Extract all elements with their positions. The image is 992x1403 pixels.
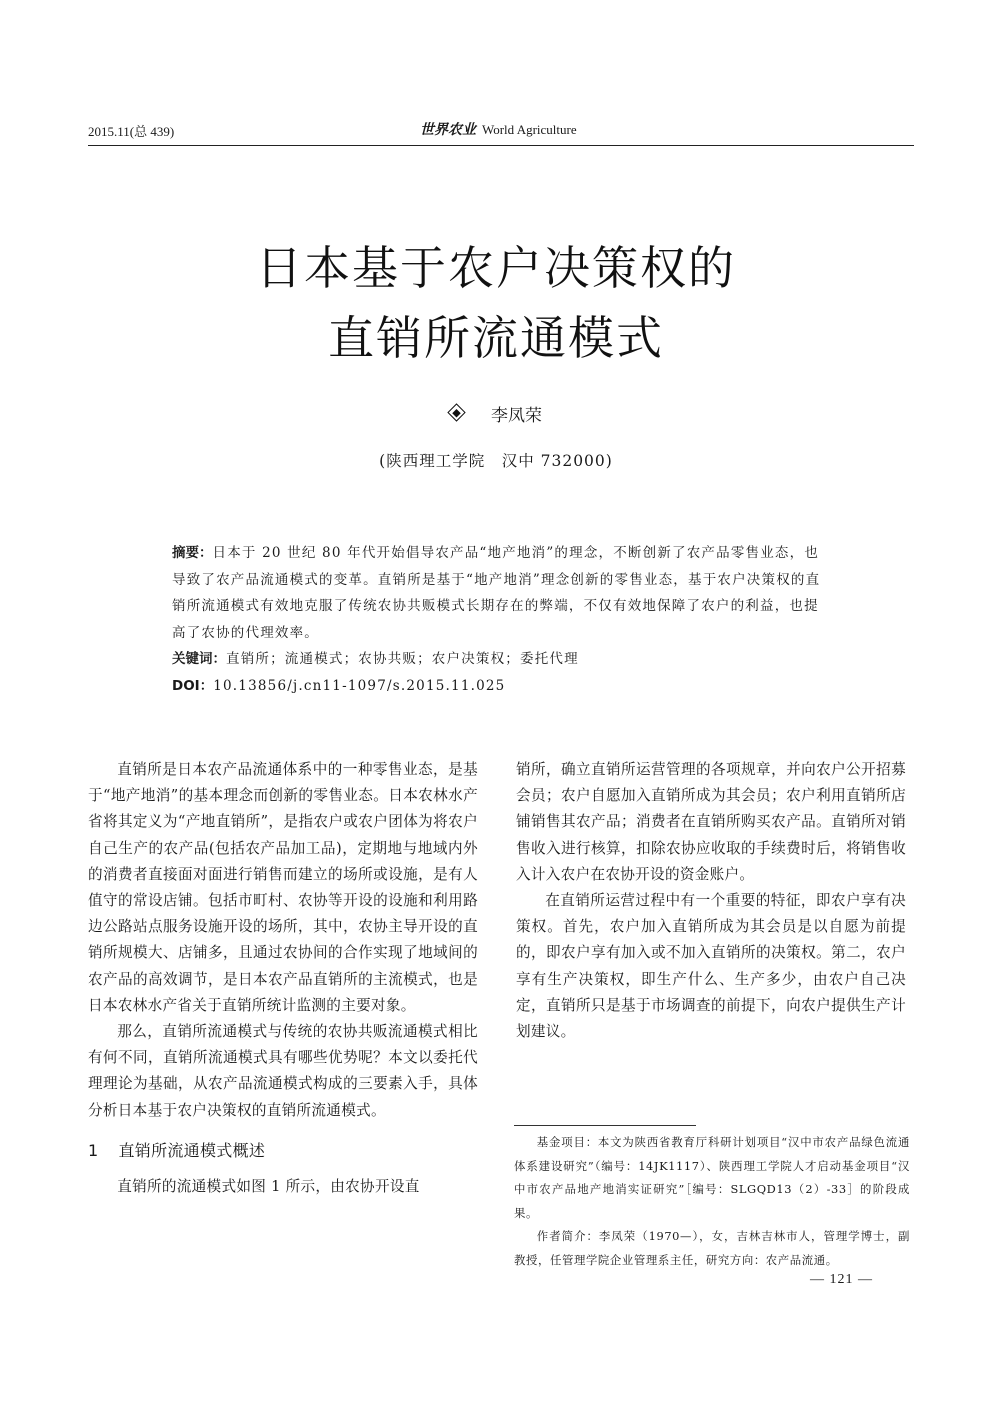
doi-text: 10.13856/j.cn11-1097/s.2015.11.025 [213,677,506,694]
body-paragraph: 直销所的流通模式如图 1 所示，由农协开设直 [117,1177,420,1195]
abstract-block [172,540,830,699]
keywords-text: 直销所；流通模式；农协共贩；农户决策权；委托代理 [226,651,579,667]
doi [172,673,830,700]
body-paragraph: 销所，确立直销所运营管理的各项规章，并向农户公开招募会员；农户自愿加入直销所成为其会员；农户利用直销所店铺销售其农产品；消费者在直销所购买农产品。直销所对销售收入进行核算，扣除农协应收取的手续费时后，将销售收入计入农户在农协开设的资金账户。 [516,761,906,883]
body-paragraph: 直销所是日本农产品流通体系中的一种零售业态，是基于“地产地消”的基本理念而创新的零售业态。日本农林水产省将其定义为“产地直销所”，是指农户或农户团体为将农户自己生产的农产品(包括农产品加工品)，定期地与地域内外的消费者直接面对面进行销售而建立的场所或设施，是有人值守的常设店铺。包括市町村、农协等开设的设施和利用路边公路站点服务设施开设的场所，其中，农协主导开设的直销所规模大、店铺多，且通过农协间的合作实现了地域间的农产品的高效调节，是日本农产品直销所的主流模式，也是日本农林水产省关于直销所统计监测的主要对象。 [88,761,478,1014]
body-paragraph: 那么，直销所流通模式与传统的农协共贩流通模式相比有何不同，直销所流通模式具有哪些优势呢？本文以委托代理理论为基础，从农产品流通模式构成的三要素入手，具体分析日本基于农户决策权的直销所流通模式。 [88,1023,478,1119]
doi-label: DOI： [172,677,214,694]
footnote-rule [514,1125,696,1126]
abstract [172,540,830,646]
footnotes [514,1131,910,1272]
author-bio-note: 作者简介：李凤荣（1970—），女，吉林吉林市人，管理学博士，副教授，任管理学院企业管理系主任，研究方向：农产品流通。 [514,1229,910,1267]
abstract-label: 摘要： [172,545,213,561]
section-number: 1 [88,1140,99,1160]
section-title: 直销所流通模式概述 [118,1140,266,1160]
article-title-line2: 直销所流通模式 [328,311,664,365]
abstract-text: 日本于 20 世纪 80 年代开始倡导农产品“地产地消”的理念，不断创新了农产品零售业态，也导致了农产品流通模式的变革。直销所是基于“地产地消”理念创新的零售业态，基于农户决策权的直销所流通模式有效地克服了传统农协共贩模式长期存在的弊端，不仅有效地保障了农户的利益，也提高了农协的代理效率。 [172,545,821,641]
page-number: — 121 — [810,1272,873,1287]
keywords-label: 关键词： [172,651,226,667]
body-column-left [88,757,478,1200]
author-name: 李凤荣 [491,406,542,426]
body-paragraph: 在直销所运营过程中有一个重要的特征，即农户享有决策权。首先，农户加入直销所成为其会员是以自愿为前提的，即农户享有加入或不加入直销所的决策权。第二，农户享有生产决策权，即生产什么、生产多少，由农户自己决定，直销所只是基于市场调查的前提下，向农户提供生产计划建议。 [516,892,906,1041]
body-column-right [516,757,906,1045]
article-title-line1: 日本基于农户决策权的 [256,241,736,295]
author-line [0,401,992,426]
header-rule [88,145,914,146]
affiliation: (陕西理工学院 汉中 732000) [379,452,613,470]
section-heading [88,1138,478,1164]
journal-name-cn: 世界农业 [420,123,476,138]
funding-note: 基金项目：本文为陕西省教育厅科研计划项目“汉中市农产品绿色流通体系建设研究”（编号：14JK1117）、陕西理工学院人才启动基金项目“汉中市农产品地产地消实证研究”［编号：SLGQD13（2）-33］的阶段成果。 [514,1135,910,1220]
journal-name-en: World Agriculture [482,122,577,137]
diamond-bullet-icon [447,403,465,421]
issue-info: 2015.11(总 439) [88,124,175,139]
journal-name [420,119,577,139]
keywords [172,646,830,673]
